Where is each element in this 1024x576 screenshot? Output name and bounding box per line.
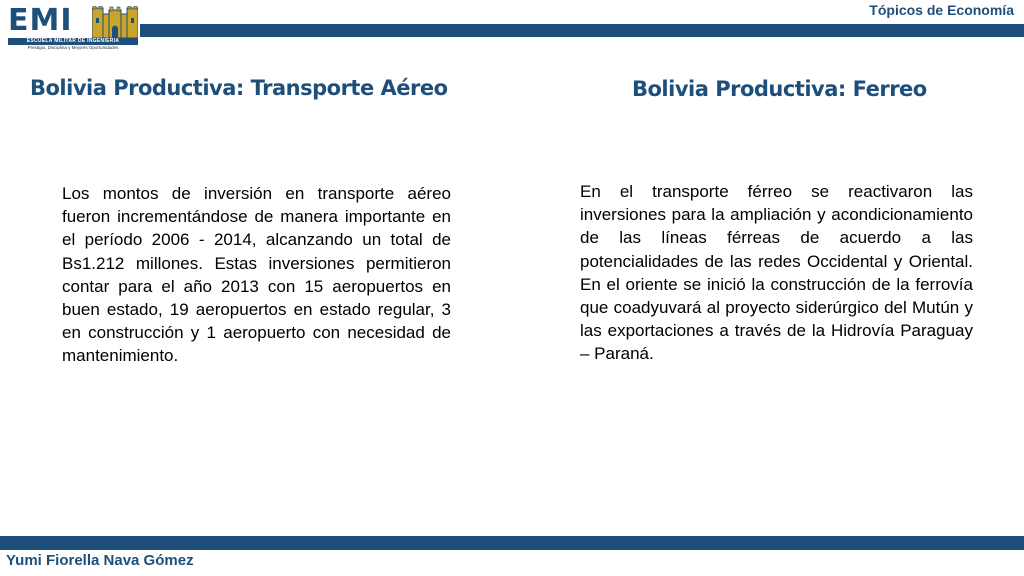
footer-bar [0,536,1024,550]
header-bar [140,24,1024,37]
heading-rail-transport: Bolivia Productiva: Ferreo [632,77,927,101]
logo-school-name: ESCUELA MILITAR DE INGENIERIA [8,38,138,45]
heading-air-transport: Bolivia Productiva: Transporte Aéreo [30,76,448,100]
logo-motto: Prestigio, Disciplina y Mejores Oportunidades [27,45,119,50]
emi-logo [8,4,138,50]
air-transport-paragraph: Los montos de inversión en transporte aéreo fueron incrementándose de manera importante en el período 2006 - 2014, alcanzando un total de Bs1.212 millones. Estas inversiones permitieron contar para el año 2013 con 15 aeropuertos en buen estado, 19 aeropuertos en estado regular, 3 en construcción y 1 aeropuerto con necesidad de mantenimiento. [62,184,451,366]
rail-transport-paragraph: En el transporte férreo se reactivaron las inversiones para la ampliación y acondicionamiento de las líneas férreas de acuerdo a las potencialidades de las redes Occidental y Oriental. En el oriente se inició la construcción de la ferrovía que coadyuvará al proyecto siderúrgico del Mutún y las exportaciones a través de la Hidrovía Paraguay – Paraná. [580,182,973,364]
logo-acronym: EMI [8,3,73,38]
author-name: Yumi Fiorella Nava Gómez [6,552,194,569]
course-title: Tópicos de Economía [869,2,1014,18]
castle-emblem-icon [92,6,138,38]
